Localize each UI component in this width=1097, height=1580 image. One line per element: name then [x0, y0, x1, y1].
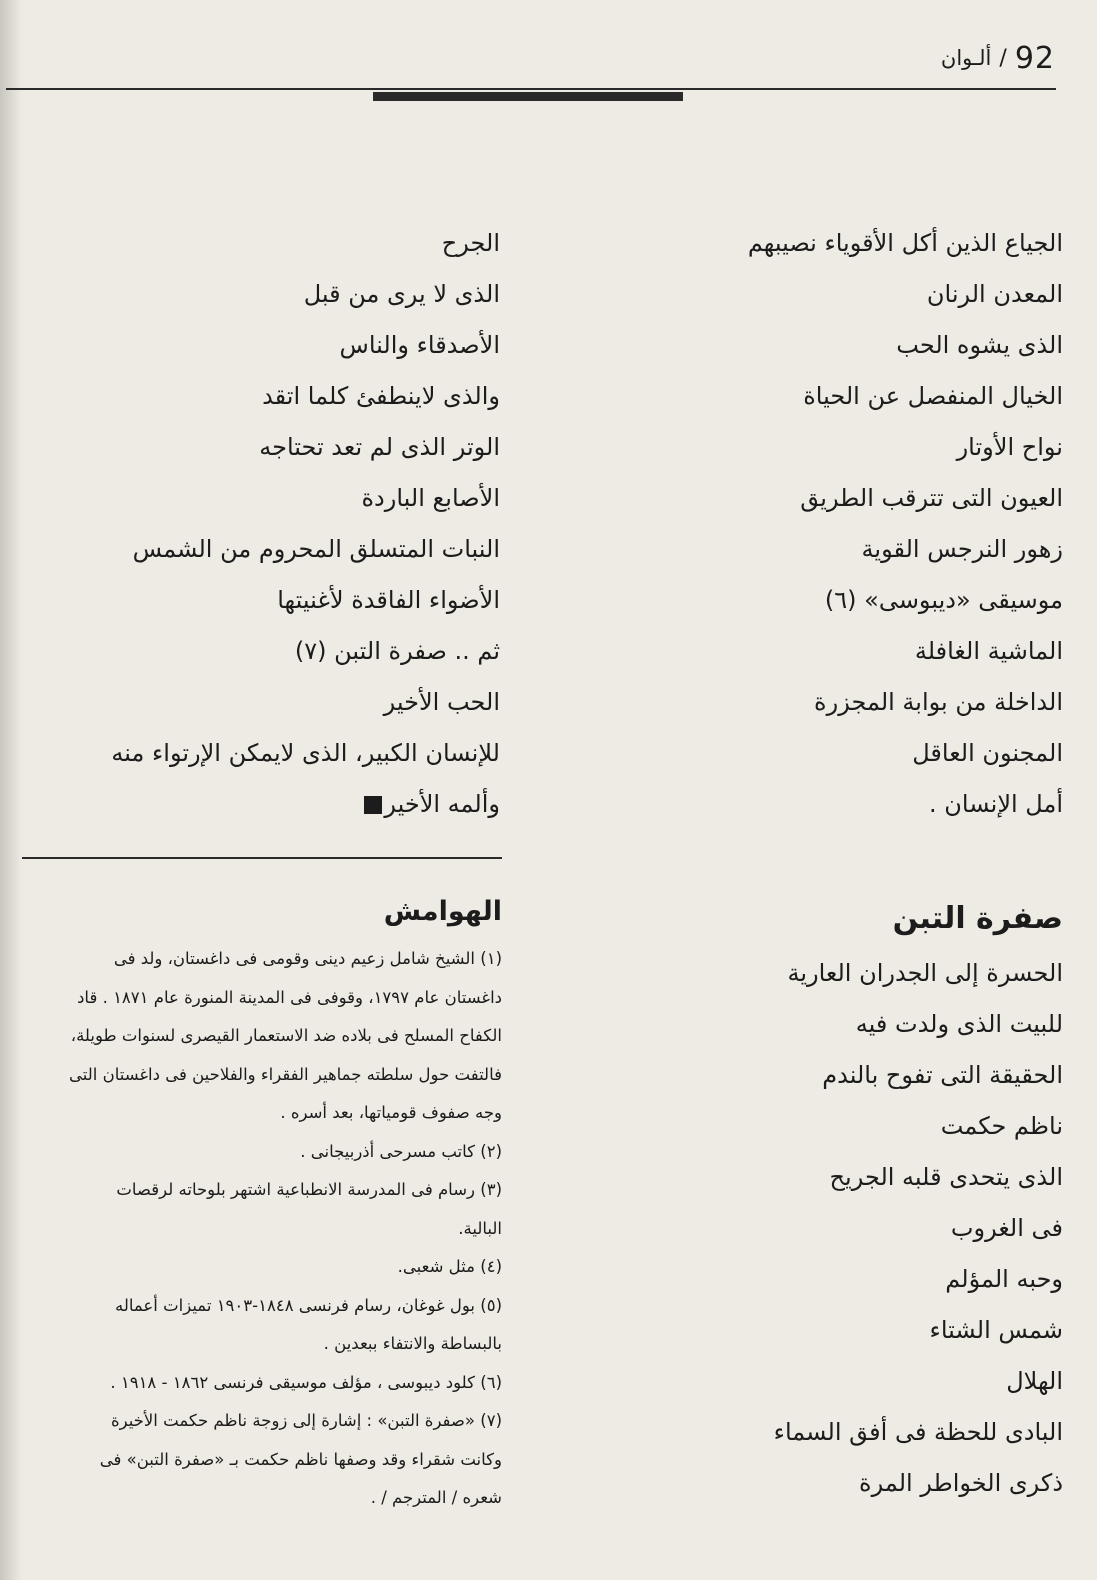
footnote-line: بالبساطة والانتفاء ببعدين . — [323, 1334, 502, 1353]
poem-line: النبات المتسلق المحروم من الشمس — [132, 535, 500, 563]
poem-line: الحقيقة التى تفوح بالندم — [822, 1061, 1063, 1089]
footnotes — [8, 890, 502, 1518]
poem-line: وحبه المؤلم — [945, 1265, 1063, 1293]
header-bar — [373, 92, 683, 101]
poem-line: الحب الأخير — [383, 688, 500, 716]
poem-line: للبيت الذى ولدت فيه — [855, 1010, 1063, 1038]
footnote-line: داغستان عام ١٧٩٧، وقوفى فى المدينة المنورة عام ١٨٧١ . قاد — [77, 987, 502, 1007]
poem-line: العيون التى تترقب الطريق — [800, 484, 1063, 512]
footnote-line: وكانت شقراء وقد وصفها ناظم حكمت بـ «صفرة التبن» فى — [99, 1449, 502, 1469]
footnote-line: وجه صفوف قومياتها، بعد أسره . — [280, 1103, 502, 1122]
poem-last-line — [30, 779, 500, 830]
footnote-line: (٦) كلود ديبوسى ، مؤلف موسيقى فرنسى ١٨٦٢ - ١٩١٨ . — [110, 1372, 502, 1392]
footnote-line: فالتفت حول سلطته جماهير الفقراء والفلاحين فى داغستان التى — [69, 1064, 502, 1084]
poem-line: الأصابع الباردة — [361, 484, 500, 512]
poem-line: فى الغروب — [950, 1214, 1063, 1242]
footnote-line: (٤) مثل شعبى. — [397, 1257, 502, 1276]
poem-line: الماشية الغافلة — [914, 637, 1063, 665]
page-header — [941, 38, 1055, 78]
poem-line: الجياع الذين أكل الأقوياء نصيبهم — [747, 229, 1063, 257]
poem-line: الوتر الذى لم تعد تحتاجه — [259, 433, 500, 461]
poem-line: البادى للحظة فى أفق السماء — [773, 1418, 1063, 1446]
header-rule — [6, 88, 1056, 90]
end-square-icon — [364, 796, 382, 814]
poem-line: الذى يشوه الحب — [896, 331, 1063, 359]
poem-line: المعدن الرنان — [926, 280, 1063, 308]
poem-line: أمل الإنسان . — [929, 790, 1063, 818]
poem-line: الذى يتحدى قلبه الجريح — [829, 1163, 1063, 1191]
poem-line: زهور النرجس القوية — [861, 535, 1063, 563]
poem-line: والذى لاينطفئ كلما اتقد — [262, 382, 500, 410]
poem-line: ثم .. صفرة التبن (٧) — [294, 637, 500, 665]
notes-title: الهوامش — [383, 896, 502, 927]
right-column — [593, 218, 1063, 1509]
poem-last-line-text: وألمه الأخير — [384, 790, 500, 818]
footnote-line: (٢) كاتب مسرحى أذربيجانى . — [300, 1141, 502, 1161]
poem-line: الهلال — [1006, 1367, 1063, 1395]
book-title: ألـوان — [940, 46, 992, 70]
left-column — [30, 218, 500, 830]
poem-line: الأصدقاء والناس — [339, 331, 500, 359]
footnote-line: الكفاح المسلح فى بلاده ضد الاستعمار القيصرى لسنوات طويلة، — [70, 1026, 502, 1045]
poem-line: موسيقى «ديبوسى» (٦) — [824, 586, 1063, 614]
footnote-line: البالية. — [458, 1218, 502, 1238]
poem-line: الأضواء الفاقدة لأغنيتها — [277, 586, 500, 614]
poem-line: الحسرة إلى الجدران العارية — [787, 959, 1063, 987]
poem-line: الخيال المنفصل عن الحياة — [803, 382, 1063, 410]
poem-line: الذى لا يرى من قبل — [303, 280, 500, 308]
footnote-line: (٥) بول غوغان، رسام فرنسى ١٨٤٨-١٩٠٣ تميزات أعماله — [114, 1295, 502, 1315]
footnote-line: (٧) «صفرة التبن» : إشارة إلى زوجة ناظم حكمت الأخيرة — [110, 1411, 502, 1430]
footnote-line: (١) الشيخ شامل زعيم دينى وقومى فى داغستان، ولد فى — [113, 949, 502, 968]
poem-line: ناظم حكمت — [940, 1112, 1063, 1140]
poem-line: شمس الشتاء — [929, 1316, 1063, 1344]
footnote-line: شعره / المترجم / . — [370, 1488, 502, 1507]
poem-line: المجنون العاقل — [912, 739, 1063, 767]
poem-line: ذكرى الخواطر المرة — [859, 1469, 1063, 1497]
poem-line: للإنسان الكبير، الذى لايمكن الإرتواء منه — [111, 739, 500, 767]
header-separator: / — [999, 45, 1007, 71]
poem-line: الجرح — [441, 229, 500, 257]
footnote-line: (٣) رسام فى المدرسة الانطباعية اشتهر بلوحاته لرقصات — [116, 1180, 502, 1199]
notes-rule — [22, 857, 502, 859]
section-title: صفرة التبن — [892, 901, 1063, 936]
poem-line: الداخلة من بوابة المجزرة — [814, 688, 1063, 716]
page-number: 92 — [1014, 40, 1055, 76]
poem-line: نواح الأوتار — [956, 433, 1063, 461]
